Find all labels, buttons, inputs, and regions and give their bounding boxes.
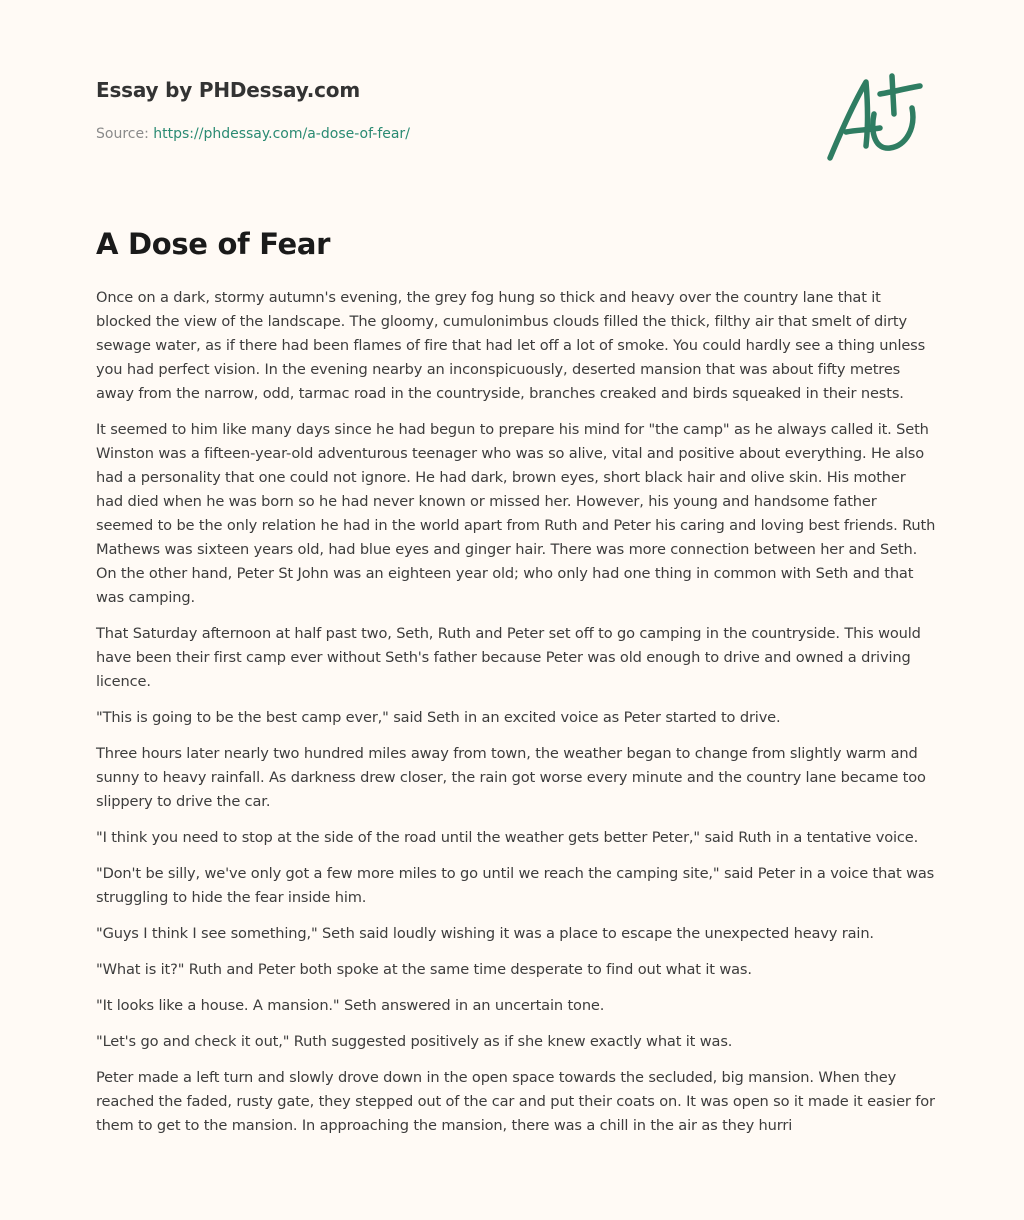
a-plus-grade-icon: [822, 66, 932, 166]
paragraph: "What is it?" Ruth and Peter both spoke at the same time desperate to find out what it was.: [96, 961, 752, 978]
paragraph: That Saturday afternoon at half past two, Seth, Ruth and Peter set off to go camping in the countryside. This would have been their first camp ever without Seth's father because Peter was old enough to drive and owned a driving licence.: [96, 625, 921, 690]
page-header: [96, 76, 936, 144]
paragraph: It seemed to him like many days since he had begun to prepare his mind for "the camp" as he always called it. Seth Winston was a fifteen-year-old adventurous teenager who was so alive, vital and positive about everything. He also had a personality that one could not ignore. He had dark, brown eyes, short black hair and olive skin. His mother had died when he was born so he had never known or missed her. However, his young and handsome father seemed to be the only relation he had in the world apart from Ruth and Peter his caring and loving best friends. Ruth Mathews was sixteen years old, had blue eyes and ginger hair. There was more connection between her and Seth. On the other hand, Peter St John was an eighteen year old; who only had one thing in common with Seth and that was camping.: [96, 421, 936, 606]
paragraph: "Let's go and check it out," Ruth suggested positively as if she knew exactly what it was.: [96, 1033, 733, 1050]
paragraph: Once on a dark, stormy autumn's evening, the grey fog hung so thick and heavy over the country lane that it blocked the view of the landscape. The gloomy, cumulonimbus clouds filled the thick, filthy air that smelt of dirty sewage water, as if there had been flames of fire that had let off a lot of smoke. You could hardly see a thing unless you had perfect vision. In the evening nearby an inconspicuously, deserted mansion that was about fifty metres away from the narrow, odd, tarmac road in the countryside, branches creaked and birds squeaked in their nests.: [96, 289, 926, 402]
source-line: [96, 124, 936, 144]
essay-article: [96, 224, 936, 1150]
paragraph: Three hours later nearly two hundred miles away from town, the weather began to change from slightly warm and sunny to heavy rainfall. As darkness drew closer, the rain got worse every minute and the country lane became too slippery to drive the car.: [96, 745, 926, 810]
site-title: Essay by PHDessay.com: [96, 78, 360, 102]
paragraph: "Don't be silly, we've only got a few more miles to go until we reach the camping site," said Peter in a voice that was struggling to hide the fear inside him.: [96, 865, 935, 906]
paragraph: "I think you need to stop at the side of the road until the weather gets better Peter," said Ruth in a tentative voice.: [96, 829, 919, 846]
paragraph: "This is going to be the best camp ever," said Seth in an excited voice as Peter started to drive.: [96, 709, 781, 726]
paragraph: Peter made a left turn and slowly drove down in the open space towards the secluded, big mansion. When they reached the faded, rusty gate, they stepped out of the car and put their coats on. It was open so it made it easier for them to get to the mansion. In approaching the mansion, there was a chill in the air as they hurri: [96, 1069, 935, 1134]
essay-title: A Dose of Fear: [96, 227, 331, 261]
source-link[interactable]: https://phdessay.com/a-dose-of-fear/: [153, 126, 410, 142]
essay-body: [96, 286, 936, 1138]
source-label: Source:: [96, 126, 154, 142]
paragraph: "Guys I think I see something," Seth said loudly wishing it was a place to escape the unexpected heavy rain.: [96, 925, 874, 942]
paragraph: "It looks like a house. A mansion." Seth answered in an uncertain tone.: [96, 997, 605, 1014]
